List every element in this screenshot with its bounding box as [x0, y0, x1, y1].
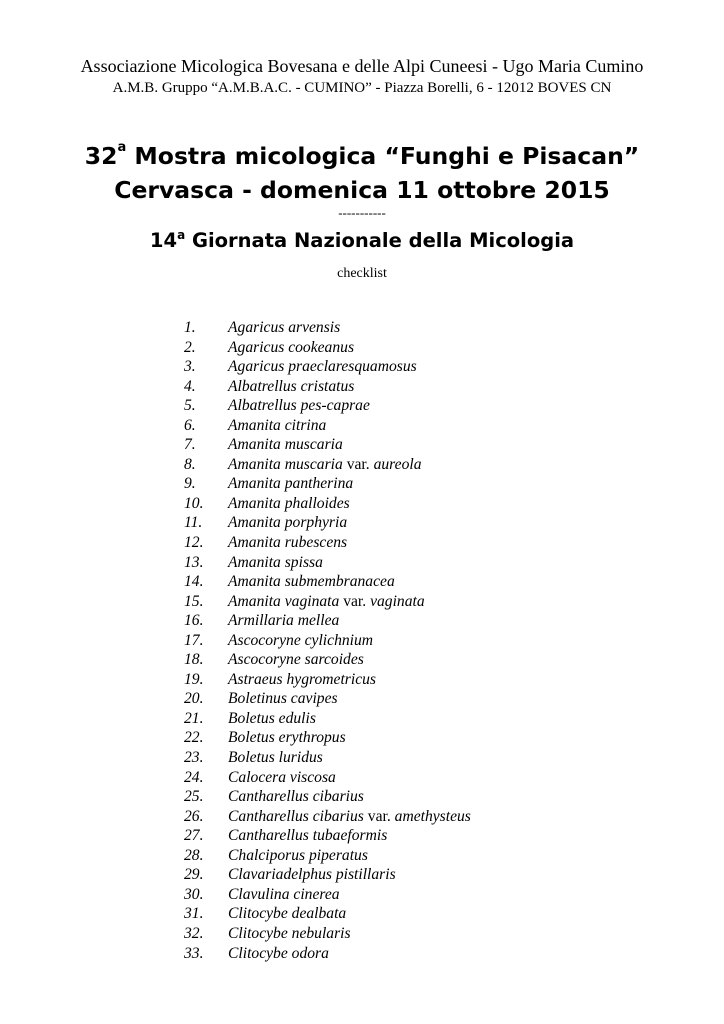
- species-name: Calocera viscosa: [228, 768, 336, 786]
- species-name: Albatrellus cristatus: [228, 377, 355, 395]
- species-name: Amanita phalloides: [228, 494, 350, 512]
- list-item: [184, 807, 471, 827]
- species-name: Amanita spissa: [228, 553, 323, 571]
- species-name: Agaricus cookeanus: [228, 338, 355, 356]
- list-item: [184, 944, 471, 964]
- list-item: [184, 689, 471, 709]
- species-name: Boletus edulis: [228, 709, 316, 727]
- species-name: Boletus luridus: [228, 749, 323, 767]
- species-name: Amanita muscaria: [228, 455, 343, 473]
- species-name: Cantharellus tubaeformis: [228, 827, 388, 845]
- list-item: [184, 533, 471, 553]
- species-name: Cantharellus cibarius: [228, 788, 364, 806]
- species-name: Clitocybe odora: [228, 944, 329, 962]
- exhibition-subtitle: Cervasca - domenica 11 ottobre 2015: [114, 176, 610, 204]
- list-item: [184, 474, 471, 494]
- item-number: 24.: [184, 768, 204, 786]
- item-number: 4.: [184, 377, 196, 395]
- list-item: [184, 338, 471, 358]
- item-number: 27.: [184, 827, 204, 845]
- variety-name: vaginata: [370, 592, 425, 610]
- species-name: Armillaria mellea: [228, 612, 340, 630]
- list-item: [184, 924, 471, 944]
- species-name: Boletinus cavipes: [228, 690, 338, 708]
- species-name: Cantharellus cibarius: [228, 807, 364, 825]
- list-item: [184, 748, 471, 768]
- list-item: [184, 572, 471, 592]
- giornata-ordinal: a: [177, 228, 186, 242]
- variety-name: amethysteus: [394, 807, 471, 825]
- item-number: 12.: [184, 534, 204, 552]
- list-item: [184, 553, 471, 573]
- item-number: 1.: [184, 319, 196, 336]
- giornata-number: 14: [149, 229, 178, 252]
- item-number: 21.: [184, 709, 204, 727]
- exhibition-number: 32: [84, 142, 118, 170]
- exhibition-title: [0, 142, 724, 170]
- species-name: Astraeus hygrometricus: [228, 670, 376, 688]
- list-item: [184, 494, 471, 514]
- item-number: 5.: [184, 397, 196, 415]
- list-item: [184, 416, 471, 436]
- species-name: Amanita rubescens: [228, 534, 348, 552]
- list-item: [184, 611, 471, 631]
- exhibition-ordinal: a: [117, 140, 127, 155]
- species-name: Chalciporus piperatus: [228, 846, 368, 864]
- item-number: 23.: [184, 749, 204, 767]
- item-number: 10.: [184, 494, 204, 512]
- species-name: Amanita muscaria: [228, 436, 343, 454]
- exhibition-title-text: Mostra micologica “Funghi e Pisacan”: [126, 142, 640, 170]
- item-number: 14.: [184, 573, 204, 591]
- list-item: [184, 846, 471, 866]
- list-item: [184, 865, 471, 885]
- list-item: [184, 768, 471, 788]
- list-item: [184, 631, 471, 651]
- item-number: 29.: [184, 866, 204, 884]
- list-item: [184, 592, 471, 612]
- item-number: 19.: [184, 670, 204, 688]
- species-name: Agaricus arvensis: [228, 319, 341, 336]
- item-number: 9.: [184, 475, 196, 493]
- species-name: Clavariadelphus pistillaris: [228, 866, 396, 884]
- species-name: Ascocoryne cylichnium: [228, 631, 374, 649]
- species-name: Clitocybe nebularis: [228, 924, 351, 942]
- species-name: Agaricus praeclaresquamosus: [228, 358, 417, 376]
- giornata-text: Giornata Nazionale della Micologia: [185, 229, 575, 252]
- list-item: [184, 826, 471, 846]
- separator-line: -----------: [338, 205, 386, 220]
- variety-rank: var.: [343, 592, 367, 610]
- list-item: [184, 670, 471, 690]
- item-number: 2.: [184, 338, 196, 356]
- list-item: [184, 709, 471, 729]
- variety-rank: var.: [346, 455, 370, 473]
- item-number: 16.: [184, 612, 204, 630]
- list-item: [184, 904, 471, 924]
- item-number: 31.: [184, 905, 204, 923]
- species-checklist: [184, 318, 471, 963]
- list-item: [184, 513, 471, 533]
- species-name: Amanita pantherina: [228, 475, 354, 493]
- item-number: 25.: [184, 788, 204, 806]
- species-name: Boletus erythropus: [228, 729, 346, 747]
- item-number: 30.: [184, 885, 204, 903]
- list-item: [184, 885, 471, 905]
- list-item: [184, 728, 471, 748]
- species-name: Albatrellus pes-caprae: [228, 397, 370, 415]
- species-name: Amanita citrina: [228, 416, 327, 434]
- item-number: 32.: [184, 924, 204, 942]
- species-name: Ascocoryne sarcoides: [228, 651, 364, 669]
- item-number: 20.: [184, 690, 204, 708]
- item-number: 28.: [184, 846, 204, 864]
- list-item: [184, 318, 471, 338]
- item-number: 8.: [184, 455, 196, 473]
- species-name: Amanita vaginata: [228, 592, 340, 610]
- association-address: A.M.B. Gruppo “A.M.B.A.C. - CUMINO” - Piazza Borelli, 6 - 12012 BOVES CN: [112, 80, 612, 96]
- list-item: [184, 396, 471, 416]
- list-item: [184, 377, 471, 397]
- item-number: 22.: [184, 729, 204, 747]
- item-number: 13.: [184, 553, 204, 571]
- association-name: Associazione Micologica Bovesana e delle Alpi Cuneesi - Ugo Maria Cumino: [80, 56, 644, 76]
- checklist-label: checklist: [337, 266, 387, 281]
- species-name: Amanita submembranacea: [228, 573, 395, 591]
- list-item: [184, 455, 471, 475]
- list-item: [184, 435, 471, 455]
- list-item: [184, 787, 471, 807]
- item-number: 3.: [184, 358, 196, 376]
- item-number: 11.: [184, 514, 203, 532]
- list-item: [184, 357, 471, 377]
- variety-rank: var.: [367, 807, 391, 825]
- item-number: 15.: [184, 592, 204, 610]
- item-number: 6.: [184, 416, 196, 434]
- species-name: Clitocybe dealbata: [228, 905, 347, 923]
- item-number: 7.: [184, 436, 196, 454]
- item-number: 33.: [184, 944, 204, 962]
- item-number: 18.: [184, 651, 204, 669]
- item-number: 26.: [184, 807, 204, 825]
- list-item: [184, 650, 471, 670]
- giornata-heading: [0, 229, 724, 252]
- species-name: Clavulina cinerea: [228, 885, 340, 903]
- species-name: Amanita porphyria: [228, 514, 348, 532]
- item-number: 17.: [184, 631, 204, 649]
- variety-name: aureola: [373, 455, 422, 473]
